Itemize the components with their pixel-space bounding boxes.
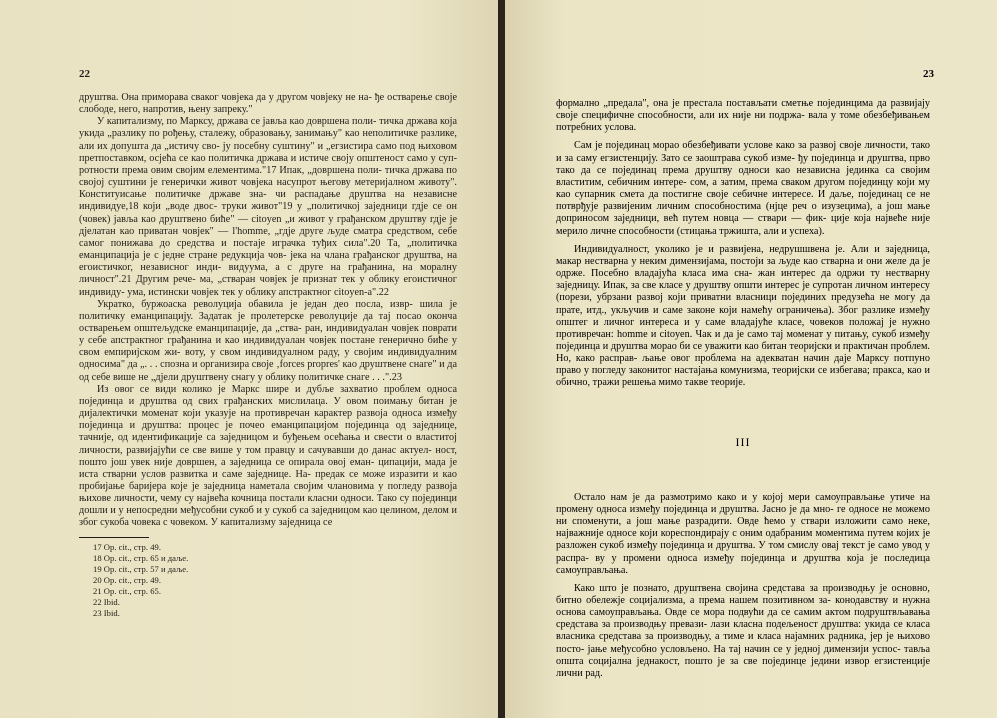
paragraph: Укратко, буржоаска револуција обавила је један део посла, извр- шила је политичку еманципацију. Задатак је пролетерске револуције да тај посао оконча остварењем општељудске еманципације, да „ства- ран, индивидуалан човјек поврати у себе апстрактног грађанина и као индивидуалан човјек постане генерично биће у свом емпиријском жи- воту, у свом индивидуалном раду, у својим индивидуалним односима" да „. . . спозна и организира своје ‚forces propres' као друштвене снаге" и да од себе више не „дјели друштвену снагу у облику политичке снаге . . .".23: [79, 298, 457, 383]
footnote: 21 Op. cit., стр. 65.: [93, 585, 162, 596]
paragraph: формално „предала", она је престала постављати сметње појединцима да развијају своје специфичне способности, али их није ни подржа- вала у томе обезбеђивањем потребних услова.: [556, 98, 930, 134]
footnote: 19 Op. cit., стр. 57 и даље.: [93, 563, 189, 574]
section-heading: III: [735, 434, 751, 449]
page-number-right: 23: [923, 68, 934, 80]
paragraph: Сам је појединац морао обезбеђивати услове како за развој своје личности, тако и за саму егзистенцију. Зато се заоштрава сукоб изме- ђу појединца и друштва, прво тако да се појединац према друштву односи као независна јединка са својим властитим, себичним интере- сом, а затим, према сваком другом појединцу који му као супарник смета да постигне своје себичне интересе. И даље, појединац се не потврђује развијеним личним способностима (нјце реч о изузецима), а још мање доприносом заједници, већ путем новца — ствари — фик- ције која највеће није мерило личне способности (стицања тржишта, али и успеха).: [556, 140, 930, 237]
paragraph: Остало нам је да размотримо како и у којој мери самоуправљање утиче на промену односа између појединца и друштва. Јасно је да мно- ге односе не можемо ни споменути, а још мање разрадити. Овде ћемо у ствари изложити само неке, најважније односе који кореспондирају с оним одабраним моментима путем којих је разложен сукоб између појединца и друштва. У том смислу овај текст је само увод у распра- ву у промени односа између појединца и друштва која је последица самоуправљања.: [556, 491, 930, 576]
left-page: [0, 0, 498, 718]
page-number-left: 22: [79, 68, 90, 80]
paragraph: У капитализму, по Марксу, држава се јавља као довршена поли- тичка држава која укида „разлику по рођењу, сталежу, образовању, занимању" као неполитичке разлике, али их допушта да „истичу сво- ју посебну суштину" и „егзистира само под њиховом претпоставком, осјећа се као политичка држава и истиче своју општеност само у суп- ротности према овим својим елементима."17 Ипак, „довршена поли- тичка држава по својој суштини је генерички живот човјека насупрот његову мeтeријалном животу". Конституисање политичке државе зна- чи распадање друштва на независне индивидуе,18 који „воде двос- труки живот"19 у „политичкој заједници гдје се он (човек) јавља као друштвено биће" — citoyen „и живот у грађанском друштву гдје је дјелатан као приватан човјек" — l'homme, „гдје друге људе сматра средством, себе самог понижава до средства и постаје играчка туђих сила".20 Та, „политичка еманципација је с једне стране редукција чов- јека на члана грађанског друштва, на егоистичког, независног инди- видуума, а с друге на грађанина, на моралну личност".21 Другим рече- ма, „стваран човјек је признат тек у облику егоистичног индивиду- ума, истински човјек тек у облику апстрактног citoyen-а".22: [79, 116, 457, 298]
book-gutter: [498, 0, 505, 718]
footnote: 18 Op. cit., стр. 65 и даље.: [93, 552, 189, 563]
left-text-column: [79, 92, 457, 619]
footnote: 17 Op. cit., стр. 49.: [93, 541, 162, 552]
footnote-rule: [79, 537, 149, 538]
footnote: 20 Op. cit., стр. 49.: [93, 574, 162, 585]
paragraph: Индивидуалност, уколико је и развијена, недрушшвена је. Али и заједница, макар нестварна у неким димензијама, постоји за људе као стварна и они желе да је одрже. Посебно владајућа класа има сна- жан интерес да одржи ту нестварну заједницу. Ипак, за све класе у друштву општи интерес је супротан личном интересу (порези, убрзани развој који приватни власници појединих предузећа не могу да прате, итд., укључив и саме законе који намећу ограничења). Због разлике између општег и личног интереса и у саме владајуће класе, човеков положај је нужно противречан: homme и citoyen. Чак и да је само тај моменат у питању, сукоб између појединца и друштва морао би се уважити као битан теоријски и практичан проблем. Но, како расправ- љање овог проблема на адекватан начин даје Марксу потпуно право у погледу законитог настајања комунизма, теоријски се избегава; пракса, као и обично, тражи решења мимо такве теорије.: [556, 243, 930, 389]
footnote: 22 Ibid.: [93, 596, 120, 607]
footnote: 23 Ibid.: [93, 607, 120, 618]
paragraph: Како што је познато, друштвена својина средстава за производњу је основно, битно обележје социјализма, а према нашем позитивном за- конодавству и нужна основа самоуправљања. Овде се мора подвући да се самим актом подруштвљавања средстава за производњу превази- лази класна подељеност друштва: укида се класа власника средстава за производњу, а тиме и класа најамних радника, јер је њихово посто- јање међусобно условљено. На тај начин се у једној димензији успос- тавља општа социјална једнакост, пошто је за све појединце једини извор егзистенције лични рад.: [556, 582, 930, 679]
paragraph: друштва. Она приморава сваког човјека да у другом човјеку не на- ђе остварење своје слободе, него, напротив, њену запреку.": [79, 92, 457, 116]
paragraph: Из овог се види колико је Маркс шире и дубље захватио проблем односа појединца и друштва од свих грађанских мислилаца. У овом поимању битан је дијалектички моменат који указује на противречан карактер развоја односа између појединца и друштва: процес је почео еманципацијом појединца од заједнице, тачније, од идентификације са заједницом и буђењем осећања и свести о властитој личности, развијајући се све више у том правцу и сачувавши до данас актуел- ност, пошто још увек није довршен, а заједница се опирала овој еман- ципацији, мада је иста стварни услов развитка и саме заједнице. На- предак се може изразити и као пробијање баријера које је заједница наметала својим члановима у погледу развоја њихове личности, чему су највећа кочница постали класни односи. Тако су појединци дошли и у непосредни међусобни сукоб и у сукоб са заједницом као целином, делом и због сукоба човека с човеком. У капитализму заједница се: [79, 383, 457, 529]
right-text-column: [556, 98, 930, 680]
